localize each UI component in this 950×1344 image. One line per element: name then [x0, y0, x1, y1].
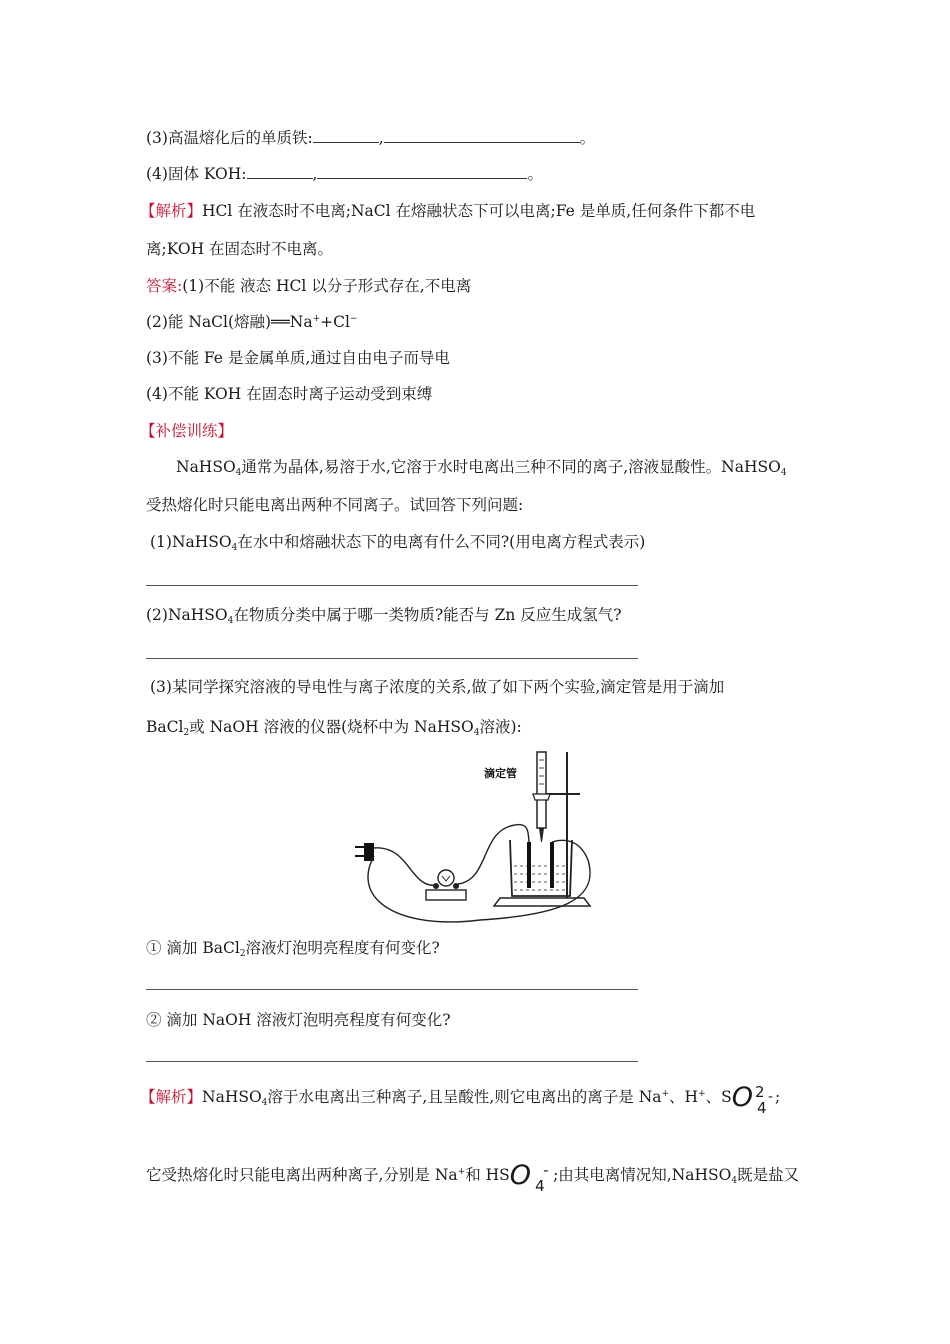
- electrode-right: [550, 842, 554, 888]
- burette: [537, 752, 546, 828]
- period: 。: [527, 165, 543, 183]
- subquestion-2: ② 滴加 NaOH 溶液灯泡明亮程度有何变化?: [146, 1011, 451, 1029]
- subscript: 4: [731, 1176, 738, 1186]
- subquestion-1: [146, 937, 440, 959]
- burette-tip: [539, 828, 544, 842]
- charge: +: [312, 314, 321, 324]
- answer-text: (1)不能 液态 HCl 以分子形式存在,不电离: [182, 277, 472, 295]
- subscript: 4: [780, 468, 787, 478]
- charge: −: [349, 314, 358, 324]
- electrode-left: [527, 842, 531, 888]
- question-text: ① 滴加 BaCl: [146, 939, 240, 957]
- charge-value: 2: [755, 1083, 765, 1101]
- ion-na: Na: [289, 313, 313, 331]
- answer-3: (3)不能 Fe 是金属单质,通过自由电子而导电: [146, 349, 450, 367]
- answer-text: (2)能 NaCl(熔融): [146, 313, 272, 331]
- charge: +: [457, 1167, 466, 1177]
- question-text: 或 NaOH 溶液的仪器(烧杯中为 NaHSO: [189, 718, 474, 736]
- period: 。: [579, 129, 596, 147]
- analysis-text: 、H: [669, 1088, 699, 1106]
- training-question-3-line-2: [146, 716, 522, 738]
- answer-blank[interactable]: [313, 128, 379, 143]
- intro-text: 通常为晶体,易溶于水,它溶于水时电离出三种不同的离子,溶液显酸性。NaHSO: [241, 458, 781, 476]
- answer-blank[interactable]: [247, 164, 313, 179]
- training-tag: 【补偿训练】: [140, 422, 234, 440]
- burette-label: 滴定管: [484, 767, 517, 780]
- solution: [514, 866, 568, 890]
- sulfate-o: O: [731, 1082, 754, 1113]
- analysis-1-line-2: 离;KOH 在固态时不电离。: [146, 240, 334, 258]
- analysis-text: HCl 在液态时不电离;NaCl 在熔融状态下可以电离;Fe 是单质,任何条件下都不电: [202, 202, 756, 220]
- bulb-base-board: [426, 890, 466, 900]
- charge-sign: -: [543, 1161, 549, 1179]
- subscript: 2: [183, 728, 190, 738]
- subscript: 4: [227, 616, 234, 626]
- punctuation: ;: [775, 1088, 781, 1106]
- training-question-2: [146, 604, 622, 626]
- subscript: 4: [757, 1099, 767, 1117]
- charge: +: [661, 1089, 670, 1099]
- question-4-text: (4)固体 KOH:: [146, 165, 247, 183]
- analysis-tag: 【解析】: [140, 202, 203, 220]
- analysis-2-line-1: [140, 1082, 781, 1117]
- answer-line[interactable]: [146, 989, 638, 990]
- question-3: [146, 127, 595, 149]
- terminal: [453, 883, 459, 889]
- subscript: 4: [235, 468, 242, 478]
- question-text: (2)NaHSO: [146, 606, 228, 624]
- analysis-tag: 【解析】: [140, 1088, 203, 1106]
- training-question-3-line-1: (3)某同学探究溶液的导电性与离子浓度的关系,做了如下两个实验,滴定管是用于滴加: [150, 678, 725, 696]
- answer-tag: 答案:: [146, 277, 183, 295]
- subscript: 2: [239, 949, 246, 959]
- lightbulb-icon: [438, 870, 454, 886]
- equation-arrow: ══: [271, 313, 290, 331]
- analysis-2-line-2: [146, 1160, 800, 1195]
- question-3-text: (3)高温熔化后的单质铁:: [146, 129, 313, 147]
- stopcock: [533, 794, 550, 800]
- analysis-text: 它受热熔化时只能电离出两种离子,分别是 Na: [146, 1166, 458, 1184]
- separator: ,: [378, 129, 384, 147]
- terminal: [433, 883, 439, 889]
- analysis-text: ;由其电离情况知,NaHSO: [553, 1166, 732, 1184]
- answer-blank[interactable]: [317, 164, 527, 179]
- analysis-1-line-1: [140, 200, 755, 222]
- training-question-1: [150, 531, 645, 553]
- conductivity-apparatus-figure: [340, 750, 610, 926]
- charge: +: [698, 1089, 706, 1099]
- separator: ,: [312, 165, 318, 183]
- charge-sign: -: [768, 1089, 774, 1105]
- formula: NaHSO: [176, 458, 236, 476]
- answer-line[interactable]: [146, 585, 638, 586]
- answer-4: (4)不能 KOH 在固态时离子运动受到束缚: [146, 385, 433, 403]
- answer-1: [146, 275, 471, 297]
- subscript: 4: [535, 1177, 545, 1195]
- bisulfate-charge: [531, 1161, 553, 1195]
- subscript: 4: [473, 728, 480, 738]
- question-text: 溶液灯泡明亮程度有何变化?: [245, 939, 440, 957]
- training-intro-line-1: [176, 456, 787, 478]
- analysis-text: 、S: [705, 1088, 732, 1106]
- question-text: (1)NaHSO: [150, 533, 232, 551]
- formula: NaHSO: [202, 1088, 262, 1106]
- answer-line[interactable]: [146, 1061, 638, 1062]
- question-text: 在物质分类中属于哪一类物质?能否与 Zn 反应生成氢气?: [233, 606, 622, 624]
- wire: [458, 825, 529, 884]
- subscript: 4: [231, 543, 238, 553]
- analysis-text: 和 HS: [465, 1166, 510, 1184]
- answer-line[interactable]: [146, 658, 638, 659]
- sulfate-charge: [753, 1083, 775, 1117]
- subscript: 4: [261, 1098, 268, 1108]
- question-text: 溶液):: [479, 718, 522, 736]
- question-4: [146, 163, 543, 185]
- answer-blank[interactable]: [384, 128, 580, 143]
- analysis-text: 既是盐又: [737, 1166, 800, 1184]
- apparatus-drawing: [340, 750, 610, 926]
- answer-2: [146, 311, 358, 333]
- wire: [374, 848, 438, 886]
- beaker: [510, 840, 572, 896]
- analysis-text: 溶于水电离出三种离子,且呈酸性,则它电离出的离子是 Na: [267, 1088, 662, 1106]
- wire: [368, 840, 590, 922]
- ion-cl: +Cl: [320, 313, 350, 331]
- formula: BaCl: [146, 718, 184, 736]
- question-text: 在水中和熔融状态下的电离有什么不同?(用电离方程式表示): [237, 533, 646, 551]
- training-intro-line-2: 受热熔化时只能电离出两种不同离子。试回答下列问题:: [146, 496, 524, 514]
- bisulfate-o: O: [509, 1160, 532, 1191]
